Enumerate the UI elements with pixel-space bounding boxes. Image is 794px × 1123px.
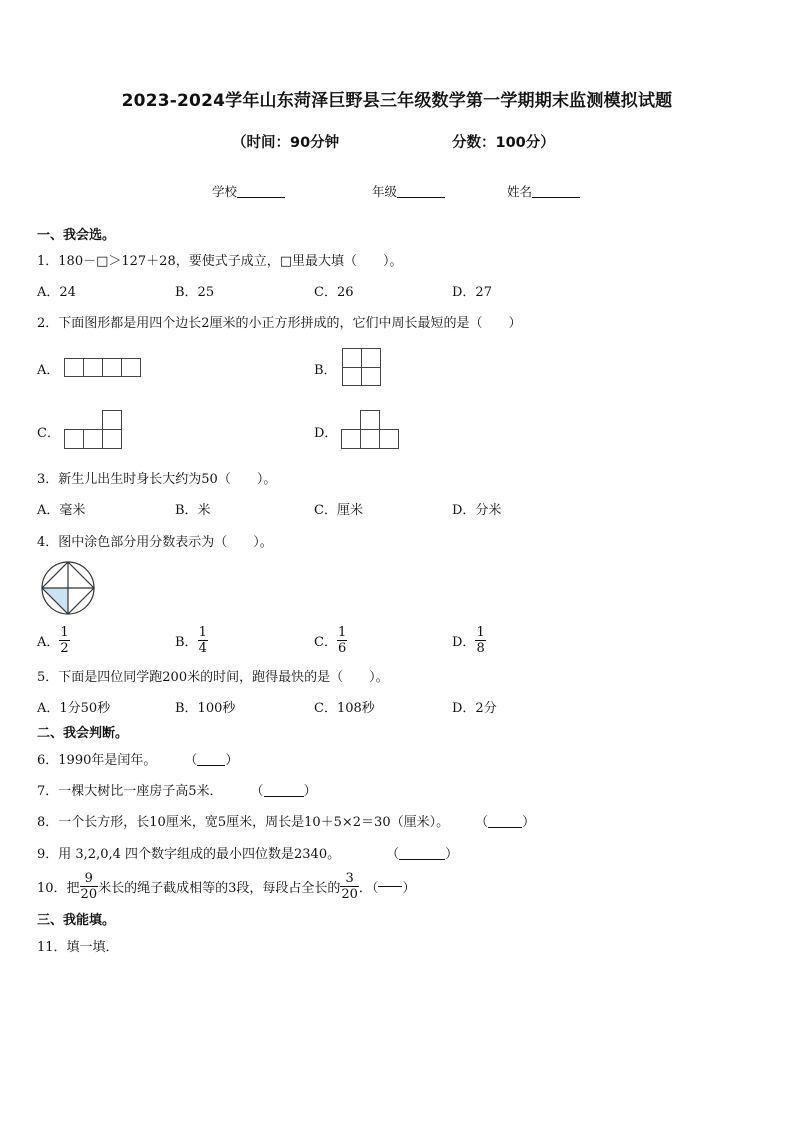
unit-square [121, 358, 141, 377]
numerator: 1 [337, 624, 347, 640]
q4-label-b: B． [175, 634, 198, 650]
fraction [337, 625, 347, 656]
q4-option-b [175, 620, 208, 660]
q7-paren-close: ） [303, 784, 317, 799]
q6-paren-close: ） [225, 753, 239, 768]
school-label: 学校 [212, 184, 238, 199]
unit-square [361, 348, 381, 368]
q3-option-b: B．米 [175, 503, 211, 518]
unit-square [342, 348, 362, 368]
q2-figure-b [342, 348, 381, 386]
q6-text: 6．1990年是闰年。 [37, 753, 157, 768]
numerator: 3 [345, 870, 354, 886]
shaded-circle-figure [40, 560, 96, 616]
q2-label-a: A． [37, 363, 60, 378]
q2-figure-a [64, 358, 141, 377]
q9-text: 9．用 3,2,0,4 四个数字组成的最小四位数是2340。 [37, 847, 341, 862]
q1-option-b: B．25 [175, 285, 215, 300]
unit-square [83, 429, 103, 449]
q9-paren-close: ） [445, 847, 459, 862]
exam-time: （时间：90分钟 [232, 135, 340, 151]
question-8 [37, 811, 535, 830]
question-2: 2．下面图形都是用四个边长2厘米的小正方形拼成的，它们中周长最短的是（ ） [37, 316, 522, 331]
q2-label-c: C． [37, 426, 60, 441]
unit-square [102, 410, 122, 430]
q3-option-c: C．厘米 [314, 503, 363, 518]
question-9 [37, 843, 458, 862]
q9-paren-open: （ [386, 847, 400, 862]
q10-middle: 米长的绳子截成相等的3段，每段占全长的 [98, 880, 341, 896]
q3-option-a: A．毫米 [37, 503, 86, 518]
denominator: 2 [60, 640, 69, 656]
q2-figure-c [64, 410, 122, 449]
q1-option-a: A．24 [37, 285, 76, 300]
q2-label-d: D． [314, 426, 338, 441]
fraction [475, 625, 485, 656]
q4-label-c: C． [314, 634, 337, 650]
name-label: 姓名 [507, 184, 533, 199]
grade-blank [397, 197, 445, 198]
q2-figure-d [341, 410, 399, 449]
q5-option-b: B．100秒 [175, 701, 236, 716]
q10-prefix: 10．把 [37, 880, 80, 896]
unit-square [64, 358, 84, 377]
q5-option-c: C．108秒 [314, 701, 375, 716]
exam-score: 分数：100分） [452, 135, 555, 151]
page-title: 2023-2024学年山东菏泽巨野县三年级数学第一学期期末监测模拟试题 [121, 91, 673, 111]
unit-square [102, 429, 122, 449]
q4-option-c [314, 620, 347, 660]
fraction [80, 871, 99, 902]
q7-text: 7．一棵大树比一座房子高5米． [37, 784, 223, 799]
fraction [198, 625, 208, 656]
q6-answer-blank[interactable] [197, 765, 225, 766]
denominator: 6 [337, 640, 347, 656]
q10-suffix: ．（ [358, 880, 379, 896]
question-3: 3．新生儿出生时身长大约为50（ ）。 [37, 472, 277, 487]
q5-option-a: A．1分50秒 [37, 701, 111, 716]
q10-answer-blank[interactable] [378, 886, 402, 887]
section-1-heading: 一、我会选。 [37, 228, 116, 243]
q8-paren-open: （ [475, 815, 489, 830]
q1-option-c: C．26 [314, 285, 354, 300]
q9-answer-blank[interactable] [399, 859, 445, 860]
numerator: 9 [84, 870, 93, 886]
q4-label-a: A． [37, 634, 60, 650]
school-field [212, 182, 285, 200]
denominator: 4 [198, 640, 207, 656]
question-10 [37, 866, 415, 906]
denominator: 8 [476, 640, 485, 656]
question-6 [37, 749, 238, 768]
numerator: 1 [476, 624, 485, 640]
q10-paren-close: ） [402, 880, 416, 896]
unit-square [102, 358, 122, 377]
unit-square [361, 367, 381, 386]
unit-square [83, 358, 103, 377]
question-1: 1．180－□＞127＋28，要使式子成立，□里最大填（ ）。 [37, 254, 403, 269]
q7-answer-blank[interactable] [264, 796, 304, 797]
q7-paren-open: （ [250, 784, 264, 799]
q8-text: 8．一个长方形，长10厘米，宽5厘米，周长是10＋5×2＝30（厘米）。 [37, 815, 450, 830]
grade-field [372, 182, 445, 200]
q3-option-d: D．分米 [452, 503, 502, 518]
numerator: 1 [198, 624, 207, 640]
section-2-heading: 二、我会判断。 [37, 726, 129, 741]
unit-square [64, 429, 84, 449]
q8-answer-blank[interactable] [488, 827, 522, 828]
grade-label: 年级 [372, 184, 398, 199]
denominator: 20 [80, 886, 98, 902]
question-11: 11．填一填． [37, 940, 119, 955]
name-field [507, 182, 580, 200]
unit-square [341, 429, 361, 449]
q2-label-b: B． [314, 363, 337, 378]
q4-option-d [452, 620, 486, 660]
school-blank [237, 197, 285, 198]
q4-label-d: D． [452, 634, 476, 650]
unit-square [360, 429, 380, 449]
unit-square [360, 410, 380, 430]
q1-option-d: D．27 [452, 285, 492, 300]
question-5: 5．下面是四位同学跑200米的时间，跑得最快的是（ ）。 [37, 670, 389, 685]
numerator: 1 [60, 624, 69, 640]
fraction [59, 625, 69, 656]
fraction [340, 871, 359, 902]
question-4: 4．图中涂色部分用分数表示为（ ）。 [37, 535, 273, 550]
question-7 [37, 780, 317, 799]
name-blank [532, 197, 580, 198]
q8-paren-close: ） [522, 815, 536, 830]
q5-option-d: D．2分 [452, 701, 497, 716]
denominator: 20 [341, 886, 358, 902]
unit-square [342, 367, 362, 386]
section-3-heading: 三、我能填。 [37, 913, 116, 928]
unit-square [379, 429, 399, 449]
q4-option-a [37, 620, 70, 660]
q6-paren-open: （ [184, 753, 198, 768]
